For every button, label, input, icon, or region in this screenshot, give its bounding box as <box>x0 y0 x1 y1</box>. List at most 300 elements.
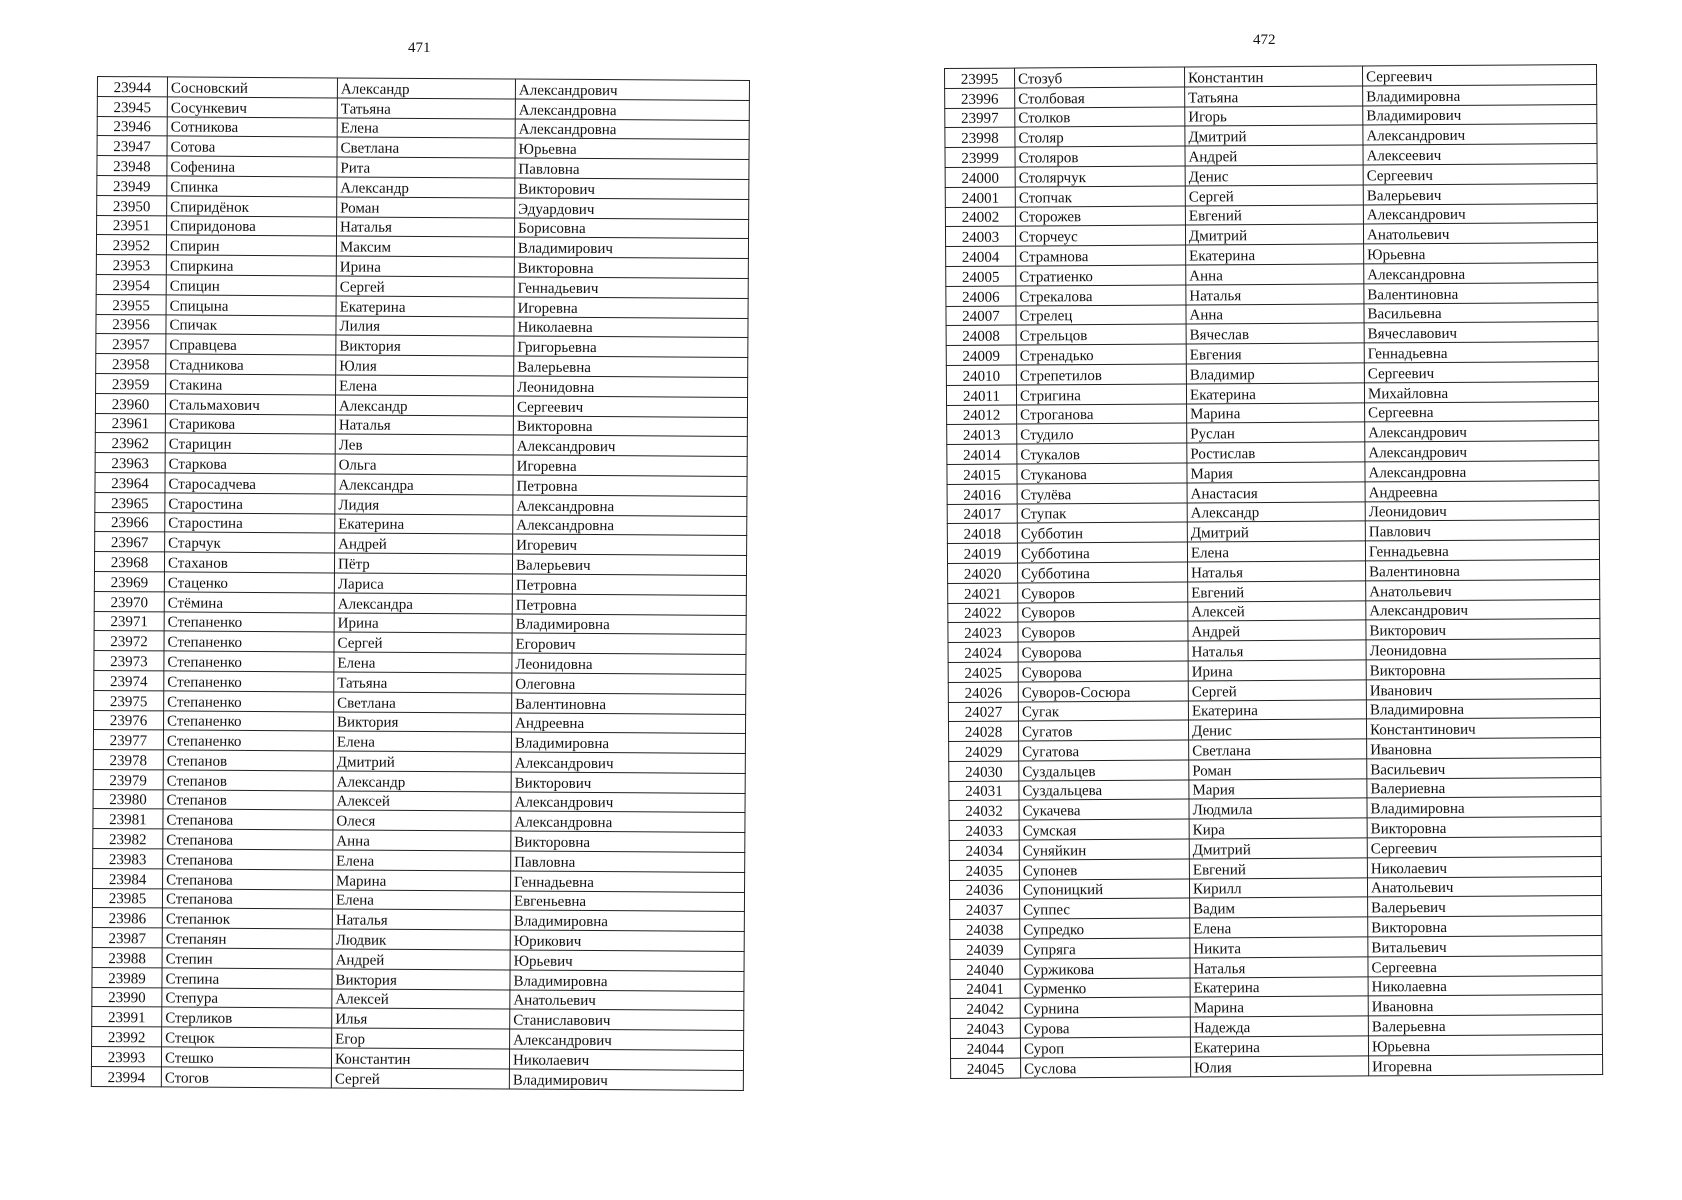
patronymic-cell: Владимировна <box>1367 797 1601 818</box>
first-name-cell: Екатерина <box>1186 244 1364 265</box>
page-left <box>91 76 750 1091</box>
first-name-cell: Татьяна <box>1185 86 1363 107</box>
first-name-cell: Марина <box>1187 402 1365 423</box>
patronymic-cell: Анатольевич <box>1363 223 1597 244</box>
surname-cell: Столяр <box>1015 126 1185 147</box>
surname-cell: Степаненко <box>164 671 334 692</box>
first-name-cell: Светлана <box>337 137 515 158</box>
surname-cell: Стукалов <box>1017 443 1187 464</box>
record-number-cell: 23978 <box>93 750 163 770</box>
page-number-left: 471 <box>408 40 431 56</box>
patronymic-cell: Александрович <box>510 1029 744 1050</box>
surname-cell: Стакина <box>166 374 336 395</box>
record-number-cell: 23983 <box>93 849 163 869</box>
first-name-cell: Лидия <box>335 494 513 515</box>
surname-cell: Субботина <box>1017 542 1187 563</box>
record-number-cell: 23982 <box>93 829 163 849</box>
surname-cell: Степин <box>162 948 332 969</box>
record-number-cell: 24011 <box>946 385 1016 405</box>
first-name-cell: Елена <box>337 118 515 139</box>
surname-cell: Студило <box>1017 423 1187 444</box>
record-number-cell: 24027 <box>948 702 1018 722</box>
surname-cell: Спиркина <box>166 255 336 276</box>
first-name-cell: Екатерина <box>1188 699 1366 720</box>
first-name-cell: Анастасия <box>1187 482 1365 503</box>
record-number-cell: 24044 <box>950 1038 1020 1058</box>
surname-cell: Сугатов <box>1018 720 1188 741</box>
patronymic-cell: Витальевич <box>1368 936 1602 957</box>
record-number-cell: 23956 <box>96 314 166 334</box>
patronymic-cell: Викторович <box>515 178 749 199</box>
record-number-cell: 24017 <box>947 504 1017 524</box>
first-name-cell: Пётр <box>334 553 512 574</box>
surname-cell: Спицин <box>166 275 336 296</box>
first-name-cell: Евгений <box>1188 581 1366 602</box>
surname-cell: Софенина <box>167 156 337 177</box>
record-number-cell: 23996 <box>945 88 1015 108</box>
surname-cell: Сукачева <box>1019 800 1189 821</box>
record-number-cell: 24042 <box>950 999 1020 1019</box>
surname-cell: Степанян <box>162 928 332 949</box>
surname-cell: Суворова <box>1018 641 1188 662</box>
first-name-cell: Дмитрий <box>1189 838 1367 859</box>
record-number-cell: 23964 <box>95 472 165 492</box>
record-number-cell: 23969 <box>94 571 164 591</box>
patronymic-cell: Александровна <box>513 515 747 536</box>
first-name-cell: Дмитрий <box>1185 125 1363 146</box>
first-name-cell: Максим <box>336 236 514 257</box>
patronymic-cell: Александровна <box>1364 262 1598 283</box>
surname-cell: Сторожев <box>1015 206 1185 227</box>
patronymic-cell: Александровна <box>513 495 747 516</box>
surname-cell: Субботина <box>1018 562 1188 583</box>
first-name-cell: Людмила <box>1189 798 1367 819</box>
surname-cell: Сосновский <box>167 77 337 98</box>
first-name-cell: Александр <box>337 78 515 99</box>
patronymic-cell: Валерьевич <box>512 554 746 575</box>
first-name-cell: Елена <box>333 850 511 871</box>
record-number-cell: 24025 <box>948 662 1018 682</box>
first-name-cell: Руслан <box>1187 422 1365 443</box>
record-number-cell: 23984 <box>93 868 163 888</box>
surname-cell: Стрекалова <box>1016 285 1186 306</box>
patronymic-cell: Александровна <box>1365 460 1599 481</box>
surname-cell: Сотова <box>167 136 337 157</box>
patronymic-cell: Леонидовна <box>514 376 748 397</box>
surname-cell: Спицына <box>166 295 336 316</box>
surname-cell: Столярчук <box>1015 166 1185 187</box>
patronymic-cell: Александрович <box>1365 421 1599 442</box>
first-name-cell: Марина <box>333 870 511 891</box>
patronymic-cell: Борисовна <box>515 218 749 239</box>
surname-cell: Стальмахович <box>165 394 335 415</box>
patronymic-cell: Анатольевич <box>510 990 744 1011</box>
patronymic-cell: Владимирович <box>509 1069 743 1090</box>
record-number-cell: 23988 <box>92 948 162 968</box>
first-name-cell: Наталья <box>332 909 510 930</box>
record-number-cell: 23991 <box>92 1007 162 1027</box>
surname-cell: Суворова <box>1018 661 1188 682</box>
patronymic-cell: Геннадьевич <box>514 277 748 298</box>
surname-cell: Суржикова <box>1020 958 1190 979</box>
first-name-cell: Александра <box>335 474 513 495</box>
patronymic-cell: Петровна <box>513 475 747 496</box>
record-number-cell: 23949 <box>97 175 167 195</box>
patronymic-cell: Станиславович <box>510 1009 744 1030</box>
patronymic-cell: Сергеевич <box>513 396 747 417</box>
patronymic-cell: Александрович <box>1363 124 1597 145</box>
names-table-right <box>944 64 1603 1079</box>
first-name-cell: Ростислав <box>1187 442 1365 463</box>
surname-cell: Степанова <box>163 869 333 890</box>
surname-cell: Стрелец <box>1016 305 1186 326</box>
record-number-cell: 24012 <box>947 405 1017 425</box>
record-number-cell: 23992 <box>92 1027 162 1047</box>
patronymic-cell: Игоревна <box>514 297 748 318</box>
patronymic-cell: Владимировна <box>512 614 746 635</box>
surname-cell: Спирин <box>166 235 336 256</box>
record-number-cell: 24032 <box>949 801 1019 821</box>
first-name-cell: Сергей <box>334 632 512 653</box>
record-number-cell: 24041 <box>950 979 1020 999</box>
first-name-cell: Людвик <box>332 929 510 950</box>
surname-cell: Старчук <box>165 532 335 553</box>
record-number-cell: 24001 <box>945 187 1015 207</box>
patronymic-cell: Сергеевич <box>1364 361 1598 382</box>
record-number-cell: 24005 <box>946 266 1016 286</box>
first-name-cell: Екатерина <box>1190 1036 1368 1057</box>
record-number-cell: 23977 <box>93 730 163 750</box>
surname-cell: Суроп <box>1020 1037 1190 1058</box>
first-name-cell: Вячеслав <box>1186 323 1364 344</box>
record-number-cell: 23951 <box>97 215 167 235</box>
surname-cell: Сотникова <box>167 117 337 138</box>
first-name-cell: Юлия <box>336 355 514 376</box>
first-name-cell: Марина <box>1190 996 1368 1017</box>
record-number-cell: 23963 <box>95 453 165 473</box>
first-name-cell: Евгения <box>1186 343 1364 364</box>
surname-cell: Столбовая <box>1015 87 1185 108</box>
surname-cell: Супряга <box>1020 938 1190 959</box>
first-name-cell: Анна <box>333 830 511 851</box>
record-number-cell: 24030 <box>949 761 1019 781</box>
record-number-cell: 23952 <box>96 235 166 255</box>
patronymic-cell: Алексеевич <box>1363 144 1597 165</box>
patronymic-cell: Викторовна <box>514 257 748 278</box>
record-number-cell: 23998 <box>945 127 1015 147</box>
record-number-cell: 24000 <box>945 167 1015 187</box>
record-number-cell: 23953 <box>96 255 166 275</box>
record-number-cell: 23995 <box>945 68 1015 88</box>
patronymic-cell: Викторовна <box>1366 658 1600 679</box>
record-number-cell: 23990 <box>92 987 162 1007</box>
patronymic-cell: Николаевна <box>1368 975 1602 996</box>
record-number-cell: 24031 <box>949 781 1019 801</box>
patronymic-cell: Григорьевна <box>514 336 748 357</box>
first-name-cell: Сергей <box>1188 680 1366 701</box>
patronymic-cell: Вячеславович <box>1364 322 1598 343</box>
first-name-cell: Игорь <box>1185 106 1363 127</box>
record-number-cell: 24029 <box>949 741 1019 761</box>
surname-cell: Степанова <box>163 829 333 850</box>
record-number-cell: 24008 <box>946 325 1016 345</box>
surname-cell: Супоницкий <box>1019 879 1189 900</box>
record-number-cell: 24018 <box>947 523 1017 543</box>
first-name-cell: Сергей <box>331 1068 509 1089</box>
record-number-cell: 23976 <box>94 710 164 730</box>
surname-cell: Степанова <box>163 809 333 830</box>
patronymic-cell: Валерьевич <box>1363 183 1597 204</box>
first-name-cell: Александр <box>1187 501 1365 522</box>
surname-cell: Суворов-Сосюра <box>1018 681 1188 702</box>
first-name-cell: Андрей <box>332 949 510 970</box>
record-number-cell: 24019 <box>947 543 1017 563</box>
surname-cell: Стозуб <box>1015 67 1185 88</box>
record-number-cell: 23997 <box>945 108 1015 128</box>
patronymic-cell: Игоревич <box>513 534 747 555</box>
record-number-cell: 23967 <box>95 532 165 552</box>
first-name-cell: Елена <box>1190 917 1368 938</box>
page-right <box>944 64 1603 1079</box>
first-name-cell: Мария <box>1187 462 1365 483</box>
surname-cell: Старицин <box>165 433 335 454</box>
patronymic-cell: Валентиновна <box>1364 282 1598 303</box>
first-name-cell: Кирилл <box>1189 878 1367 899</box>
surname-cell: Старкова <box>165 453 335 474</box>
patronymic-cell: Игоревна <box>1369 1054 1603 1075</box>
surname-cell: Справцева <box>166 334 336 355</box>
record-number-cell: 24007 <box>946 306 1016 326</box>
surname-cell: Старостина <box>165 512 335 533</box>
patronymic-cell: Николаевич <box>509 1049 743 1070</box>
patronymic-cell: Владимировна <box>511 732 745 753</box>
first-name-cell: Лариса <box>334 573 512 594</box>
patronymic-cell: Егорович <box>512 633 746 654</box>
surname-cell: Степанюк <box>162 908 332 929</box>
surname-cell: Сурова <box>1020 1017 1190 1038</box>
patronymic-cell: Петровна <box>512 594 746 615</box>
patronymic-cell: Владимировна <box>1366 698 1600 719</box>
first-name-cell: Евгений <box>1185 205 1363 226</box>
patronymic-cell: Владимировна <box>510 911 744 932</box>
record-number-cell: 23962 <box>95 433 165 453</box>
record-number-cell: 24010 <box>946 365 1016 385</box>
surname-cell: Сумская <box>1019 819 1189 840</box>
patronymic-cell: Юрьевна <box>515 138 749 159</box>
patronymic-cell: Игоревна <box>513 455 747 476</box>
surname-cell: Субботин <box>1017 522 1187 543</box>
record-number-cell: 24037 <box>950 900 1020 920</box>
patronymic-cell: Юрикович <box>510 930 744 951</box>
patronymic-cell: Леонидовна <box>512 653 746 674</box>
first-name-cell: Андрей <box>1188 620 1366 641</box>
record-number-cell: 24004 <box>946 246 1016 266</box>
patronymic-cell: Евгеньевна <box>510 891 744 912</box>
record-number-cell: 24039 <box>950 939 1020 959</box>
record-number-cell: 24021 <box>948 583 1018 603</box>
surname-cell: Степанов <box>163 770 333 791</box>
surname-cell: Спинка <box>167 176 337 197</box>
record-number-cell: 24009 <box>946 345 1016 365</box>
patronymic-cell: Олеговна <box>512 673 746 694</box>
record-number-cell: 23986 <box>92 908 162 928</box>
record-number-cell: 24020 <box>948 563 1018 583</box>
surname-cell: Ступак <box>1017 503 1187 524</box>
first-name-cell: Александр <box>333 771 511 792</box>
first-name-cell: Андрей <box>1185 145 1363 166</box>
surname-cell: Сурменко <box>1020 978 1190 999</box>
record-number-cell: 24036 <box>949 880 1019 900</box>
surname-cell: Степанов <box>163 750 333 771</box>
first-name-cell: Лилия <box>336 316 514 337</box>
record-number-cell: 24015 <box>947 464 1017 484</box>
surname-cell: Стогов <box>161 1067 331 1088</box>
patronymic-cell: Васильевич <box>1367 757 1601 778</box>
table-row <box>91 1066 743 1090</box>
first-name-cell: Наталья <box>1186 284 1364 305</box>
record-number-cell: 24045 <box>951 1058 1021 1078</box>
first-name-cell: Ирина <box>334 612 512 633</box>
first-name-cell: Роман <box>337 197 515 218</box>
first-name-cell: Алексей <box>333 791 511 812</box>
patronymic-cell: Александровна <box>515 119 749 140</box>
surname-cell: Стригина <box>1016 384 1186 405</box>
first-name-cell: Егор <box>332 1028 510 1049</box>
record-number-cell: 23961 <box>95 413 165 433</box>
first-name-cell: Денис <box>1185 165 1363 186</box>
record-number-cell: 23948 <box>97 156 167 176</box>
surname-cell: Стецюк <box>162 1027 332 1048</box>
first-name-cell: Екатерина <box>1186 383 1364 404</box>
patronymic-cell: Юрьевич <box>510 950 744 971</box>
surname-cell: Степаненко <box>164 710 334 731</box>
surname-cell: Суворов <box>1018 621 1188 642</box>
surname-cell: Столяров <box>1015 146 1185 167</box>
record-number-cell: 23966 <box>95 512 165 532</box>
surname-cell: Стуканова <box>1017 463 1187 484</box>
first-name-cell: Александра <box>334 593 512 614</box>
record-number-cell: 24006 <box>946 286 1016 306</box>
surname-cell: Спиридонова <box>167 216 337 237</box>
patronymic-cell: Александрович <box>1363 203 1597 224</box>
first-name-cell: Ирина <box>1188 660 1366 681</box>
record-number-cell: 23955 <box>96 294 166 314</box>
surname-cell: Старикова <box>165 413 335 434</box>
record-number-cell: 23973 <box>94 651 164 671</box>
patronymic-cell: Александрович <box>513 435 747 456</box>
patronymic-cell: Андреевна <box>1365 480 1599 501</box>
surname-cell: Степаненко <box>164 631 334 652</box>
surname-cell: Стопчак <box>1015 186 1185 207</box>
surname-cell: Стратиенко <box>1016 265 1186 286</box>
surname-cell: Стаханов <box>164 552 334 573</box>
surname-cell: Суслова <box>1021 1057 1191 1078</box>
record-number-cell: 24026 <box>948 682 1018 702</box>
first-name-cell: Евгений <box>1189 858 1367 879</box>
first-name-cell: Анна <box>1186 264 1364 285</box>
surname-cell: Суздальцева <box>1019 780 1189 801</box>
record-number-cell: 23946 <box>97 116 167 136</box>
record-number-cell: 24013 <box>947 424 1017 444</box>
record-number-cell: 23944 <box>97 77 167 97</box>
surname-cell: Степанова <box>163 849 333 870</box>
patronymic-cell: Владимирович <box>514 237 748 258</box>
record-number-cell: 24002 <box>945 207 1015 227</box>
first-name-cell: Дмитрий <box>1185 224 1363 245</box>
first-name-cell: Виктория <box>336 335 514 356</box>
record-number-cell: 23993 <box>91 1047 161 1067</box>
surname-cell: Супонев <box>1019 859 1189 880</box>
names-table-left <box>91 76 750 1091</box>
record-number-cell: 23965 <box>95 492 165 512</box>
patronymic-cell: Юрьевна <box>1364 243 1598 264</box>
patronymic-cell: Геннадьевна <box>511 871 745 892</box>
record-number-cell: 23959 <box>96 373 166 393</box>
first-name-cell: Наталья <box>1188 640 1366 661</box>
first-name-cell: Владимир <box>1186 363 1364 384</box>
first-name-cell: Наталья <box>337 217 515 238</box>
record-number-cell: 23979 <box>93 769 163 789</box>
patronymic-cell: Викторовна <box>1367 817 1601 838</box>
surname-cell: Степаненко <box>164 651 334 672</box>
surname-cell: Степаненко <box>163 730 333 751</box>
first-name-cell: Роман <box>1189 759 1367 780</box>
first-name-cell: Никита <box>1190 937 1368 958</box>
record-number-cell: 23994 <box>91 1066 161 1086</box>
patronymic-cell: Александрович <box>1366 599 1600 620</box>
first-name-cell: Анна <box>1186 304 1364 325</box>
first-name-cell: Илья <box>332 1008 510 1029</box>
record-number-cell: 23947 <box>97 136 167 156</box>
first-name-cell: Вадим <box>1190 897 1368 918</box>
first-name-cell: Светлана <box>334 692 512 713</box>
patronymic-cell: Ивановна <box>1368 995 1602 1016</box>
record-number-cell: 23971 <box>94 611 164 631</box>
record-number-cell: 24035 <box>949 860 1019 880</box>
first-name-cell: Виктория <box>334 711 512 732</box>
patronymic-cell: Валериевна <box>1367 777 1601 798</box>
patronymic-cell: Павловна <box>511 851 745 872</box>
record-number-cell: 23957 <box>96 334 166 354</box>
patronymic-cell: Валентиновна <box>512 693 746 714</box>
first-name-cell: Светлана <box>1189 739 1367 760</box>
record-number-cell: 24034 <box>949 840 1019 860</box>
surname-cell: Сугатова <box>1019 740 1189 761</box>
record-number-cell: 23980 <box>93 789 163 809</box>
surname-cell: Стерликов <box>162 1007 332 1028</box>
surname-cell: Суздальцев <box>1019 760 1189 781</box>
first-name-cell: Ольга <box>335 454 513 475</box>
record-number-cell: 24028 <box>948 721 1018 741</box>
first-name-cell: Татьяна <box>337 98 515 119</box>
patronymic-cell: Александрович <box>511 792 745 813</box>
surname-cell: Степанов <box>163 790 333 811</box>
surname-cell: Стулёва <box>1017 483 1187 504</box>
first-name-cell: Мария <box>1189 779 1367 800</box>
patronymic-cell: Леонидовна <box>1366 639 1600 660</box>
surname-cell: Стрепетилов <box>1016 364 1186 385</box>
patronymic-cell: Павлович <box>1365 520 1599 541</box>
surname-cell: Старостина <box>165 493 335 514</box>
table-row <box>951 1054 1603 1078</box>
surname-cell: Сурнина <box>1020 997 1190 1018</box>
first-name-cell: Лев <box>335 434 513 455</box>
patronymic-cell: Николаевич <box>1367 856 1601 877</box>
first-name-cell: Денис <box>1188 719 1366 740</box>
surname-cell: Страмнова <box>1016 245 1186 266</box>
patronymic-cell: Александровна <box>511 812 745 833</box>
patronymic-cell: Эдуардович <box>515 198 749 219</box>
